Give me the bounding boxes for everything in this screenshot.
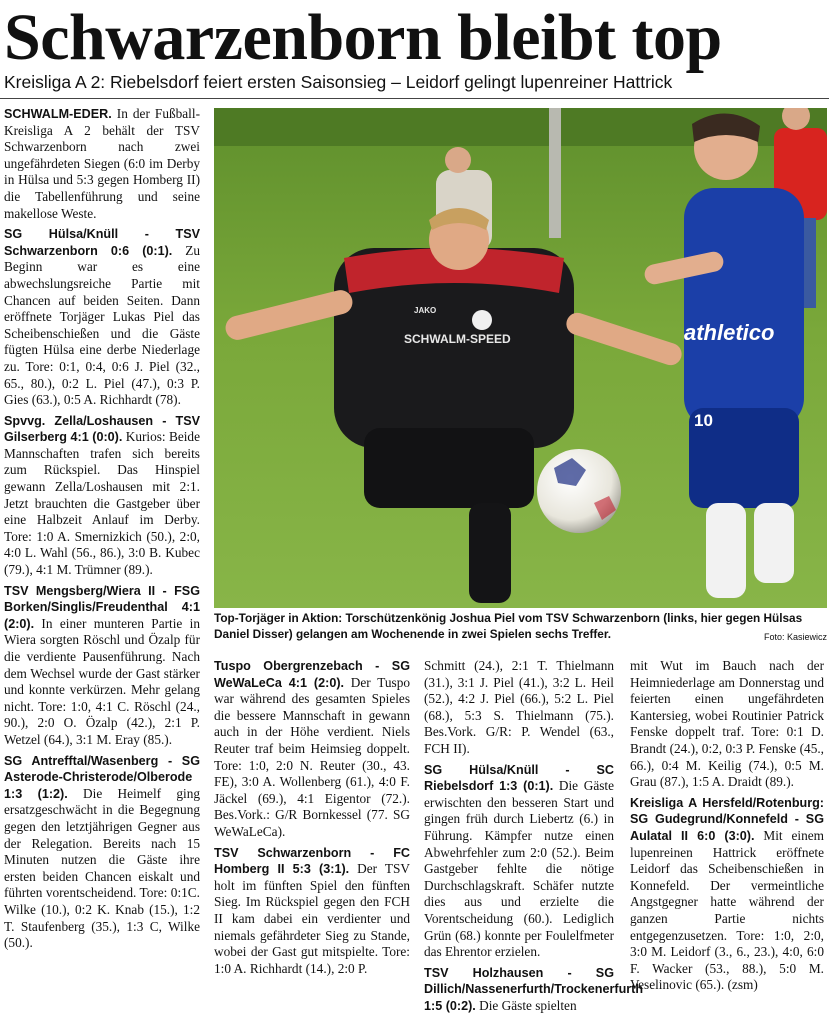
photo-credit: Foto: Kasiewicz	[763, 631, 827, 642]
game-report: TSV Mengsberg/Wiera II - FSG Borken/Singlis/Freudenthal 4:1 (2:0). In einer munteren Partie in Wiera sorgten Röschl und Özalp für die verdiente Pausenführung. Nach dem Wechsel wurde der Gast stärker und konnte verkürzen. Mehr gelang nicht. Tore: 1:0, 4:1 C. Röschl (24., 90.), 2:0 O. Özalp (42.), 2:1 P. Wetzel (64.), 3:1 M. Eray (85.).	[4, 583, 200, 747]
game-report: Kreisliga A Hersfeld/Rotenburg: SG Gudegrund/Konnefeld - SG Aulatal II 6:0 (3:0). Mit einem lupenreinen Hattrick eröffnete Leidorf das Scheibenschießen in Konnefeld. Der vermeintliche Angstgegner hatte während der ganzen Partie nichts entgegenzusetzen. Tore: 1:0, 2:0, 3:0 M. Leidorf (3., 6., 23.), 4:0, 6:0 F. Wacker (53., 88.), 5:0 M. Veselinovic (65.). (zsm)	[630, 795, 824, 993]
club-crest-icon	[472, 310, 492, 330]
game-report-continued: Schmitt (24.), 2:1 T. Thielmann (31.), 3:1 J. Piel (41.), 3:2 L. Heil (52.), 4:2 J. Piel (66.), 5:2 L. Piel (68.), 5:3 S. Thielmann (75.). Bes.Vork. G/R: P. Wendel (63., FCH II).	[424, 658, 614, 756]
game-report-continued: mit Wut im Bauch nach der Heimniederlage am Donnerstag und feierten einen ungefährdeten Kantersieg, wobei Routinier Patrick Fenske doppelt traf. Tore: 0:1 D. Brandt (24.), 0:2, 0:3 P. Fenske (45., 66.), 0:4 M. Keilig (74.), 0:5 M. Grau (87.), 1:5 A. Draidt (89.).	[630, 658, 824, 790]
article-column-3	[424, 658, 644, 1014]
game-report: SG Hülsa/Knüll - TSV Schwarzenborn 0:6 (0:1). Zu Beginn war es eine abwechslungsreiche Partie mit Chancen auf beiden Seiten. Dann eröffnete Torjäger Lukas Piel das Scheibenschießen und die Gäste fügten Hülsa eine derbe Niederlage zu. Tore: 0:1, 0:4, 0:6 J. Piel (32., 65., 80.), 0:2 L. Piel (47.), 0:3 P. Gies (63.), 0:5 A. Richhardt (78).	[4, 227, 200, 408]
photo-caption: Top-Torjäger in Aktion: Torschützenkönig Joshua Piel vom TSV Schwarzenborn (links, hier gegen Hülsas Daniel Disser) gelangen am Wochenende in zwei Spielen sechs Treffer. Foto: Kasiewicz	[214, 611, 827, 645]
opponent-sponsor-text: athletico	[684, 320, 775, 345]
match-photo	[214, 108, 827, 608]
shirt-sponsor-text: SCHWALM-SPEED	[404, 332, 511, 346]
article-column-2	[214, 658, 410, 977]
shirt-brand-text: JAKO	[414, 306, 437, 315]
headline: Schwarzenborn bleibt top	[4, 1, 722, 74]
game-report: SG Hülsa/Knüll - SC Riebelsdorf 1:3 (0:1). Die Gäste erwischten den besseren Start und gingen früh durch Liebertz (6.) in Führung. Kämpfer nutze einen Abwehrfehler zum 2:0 (52.). Beim Gastgeber fehlte die nötige Durchschlagskraft. Schäfer nutzte dies aus und erzielte die Vorentscheidung (60.). Lediglich Grün (68.) konnte per Foulelfmeter das Ehrentor erzielen.	[424, 762, 614, 960]
game-report: Tuspo Obergrenzebach - SG WeWaLeCa 4:1 (2:0). Der Tuspo war während des gesamten Spieles die bessere Mannschaft in gewann auch in der Höhe verdient. Niels Reuter traf beim Heimsieg doppelt. Tore: 1:0, 2:0 N. Reuter (30., 43. FE), 3:0 A. Wollenberg (61.), 4:0 F. Jäckel (69.), 4:1 Eigentor (72.). Bes.Vork.: G/R Bornkessel (77. SG WeWaLeCa).	[214, 659, 410, 839]
game-report: TSV Holzhausen - SG Dillich/Nassenerfurth/Trockenerfurth 1:5 (0:2). Die Gäste spielten	[424, 965, 644, 1013]
soccer-ball-icon	[537, 449, 621, 533]
subheadline: Kreisliga A 2: Riebelsdorf feiert ersten Saisonsieg – Leidorf gelingt lupenreiner Hattrick	[4, 72, 673, 92]
divider	[0, 98, 829, 99]
game-report: Spvvg. Zella/Loshausen - TSV Gilserberg 4:1 (0:0). Kurios: Beide Mannschaften trafen sich bereits zum Rückspiel. Das Hinspiel gewann Zella/Loshausen mit 2:1. Jetzt brauchten die Gastgeber über eine Halbzeit Anlauf im Derby. Tore: 1:0 A. Smernizkich (50.), 2:0, 4:0 L. Wahl (56., 86.), 3:0 B. Kubec (79.), 4:1 M. Trümner (89.).	[4, 413, 200, 578]
article-column-4	[630, 658, 824, 994]
dateline: SCHWALM-EDER.	[4, 107, 112, 121]
game-report: SG Antrefftal/Wasenberg - SG Asterode-Christerode/Olberode 1:3 (1:2). Die Heimelf ging ersatzgeschwächt in die Begegnung gegen den letztjährigen Gegner aus der Relegation. Bereits nach 15 Minuten nutzen die Gäste ihre ersten beiden Chancen eiskalt und führten vorentscheidend. Tore: 0:1C. Wilke (10.), 0:2 K. Knab (15.), 1:2 T. Staufenberg (35.), 1:3 C, Wilke (50.).	[4, 753, 200, 951]
intro-paragraph: SCHWALM-EDER. In der Fußball-Kreisliga A 2 behält der TSV Schwarzenborn nach zwei ungefährdeten Siegen (6:0 im Derby in Hülsa und 5:3 gegen Homberg II) die Tabellenführung und seine makellose Weste.	[4, 106, 200, 221]
article-column-1	[4, 106, 200, 952]
shirt-number: 10	[694, 411, 713, 430]
game-report: TSV Schwarzenborn - FC Homberg II 5:3 (3:1). Der TSV holt im fünften Spiel den fünften Sieg. Im Rückspiel gegen den FCH II kam dabei ein verdienter und niemals gefährdeter Sieg zu Stande, wobei der Gast gut mitspielte. Tore: 1:0 A. Richhardt (14.), 2:0 P.	[214, 845, 411, 976]
